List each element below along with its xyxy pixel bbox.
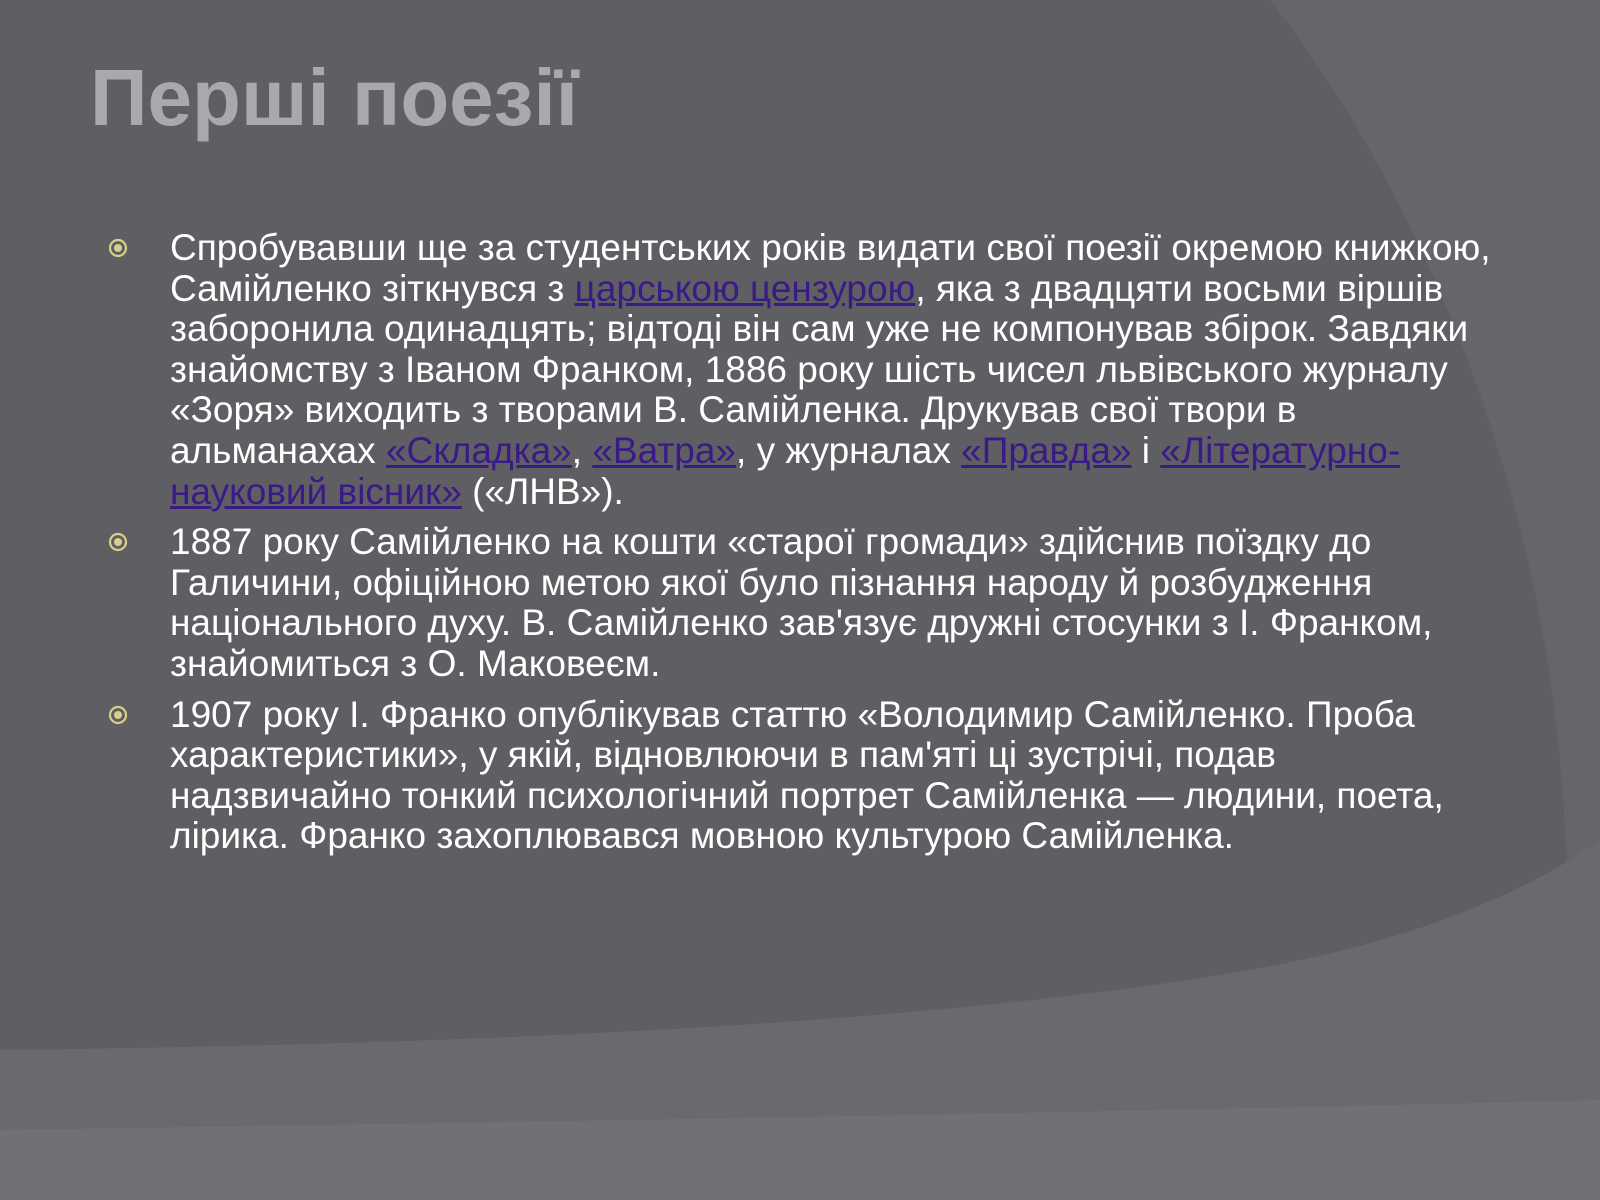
slide-title: Перші поезії xyxy=(90,53,579,142)
inline-link[interactable]: «Літературно-науковий вісник» xyxy=(170,429,1401,512)
bullet-item xyxy=(102,228,1497,512)
text-run: Спробувавши ще за студентських років видати свої поезії окремою книжкою, Самійленко зіткнувся з xyxy=(170,227,1491,309)
bullet-item xyxy=(102,695,1497,857)
circled-dot-icon xyxy=(108,532,128,552)
text-run: 1907 року І. Франко опублікував статтю «Володимир Самійленко. Проба характеристики», у якій, відновлюючи в пам'яті ці зустрічі, подав надзвичайно тонкий психологічний портрет Самійленка — людини, поета, лірика. Франко захоплювався мовною культурою Самійленка. xyxy=(170,693,1444,857)
text-run: 1887 року Самійленко на кошти «старої громади» здійснив поїздку до Галичини, офіційною метою якої було пізнання народу й розбудження національного духу. В. Самійленко зав'язує дружні стосунки з І. Франком, знайомиться з О. Маковеєм. xyxy=(170,521,1433,684)
bullet-text xyxy=(170,228,1497,512)
text-run: , яка з двадцяти восьми віршів заборонила одинадцять; відтоді він сам уже не компонував збірок. Завдяки знайомству з Іваном Франком, 1886 року шість чисел львівського журналу «Зоря» виходить з творами В. Самійленка. Друкував свої твори в альманахах xyxy=(170,267,1469,471)
bullet-list xyxy=(102,228,1497,867)
text-run: («ЛНВ»). xyxy=(461,470,624,512)
bullet-text xyxy=(170,695,1497,857)
inline-link[interactable]: «Ватра» xyxy=(592,429,737,471)
inline-link[interactable]: царською цензурою xyxy=(574,267,916,309)
circled-dot-icon xyxy=(108,705,128,725)
inline-link[interactable]: «Складка» xyxy=(385,429,572,471)
bullet-text xyxy=(170,522,1497,684)
circled-dot-icon xyxy=(108,238,128,258)
text-run: , xyxy=(571,429,593,471)
text-run: , у журналах xyxy=(736,429,962,471)
bullet-item xyxy=(102,522,1497,684)
inline-link[interactable]: «Правда» xyxy=(961,429,1132,471)
text-run: і xyxy=(1131,429,1161,471)
